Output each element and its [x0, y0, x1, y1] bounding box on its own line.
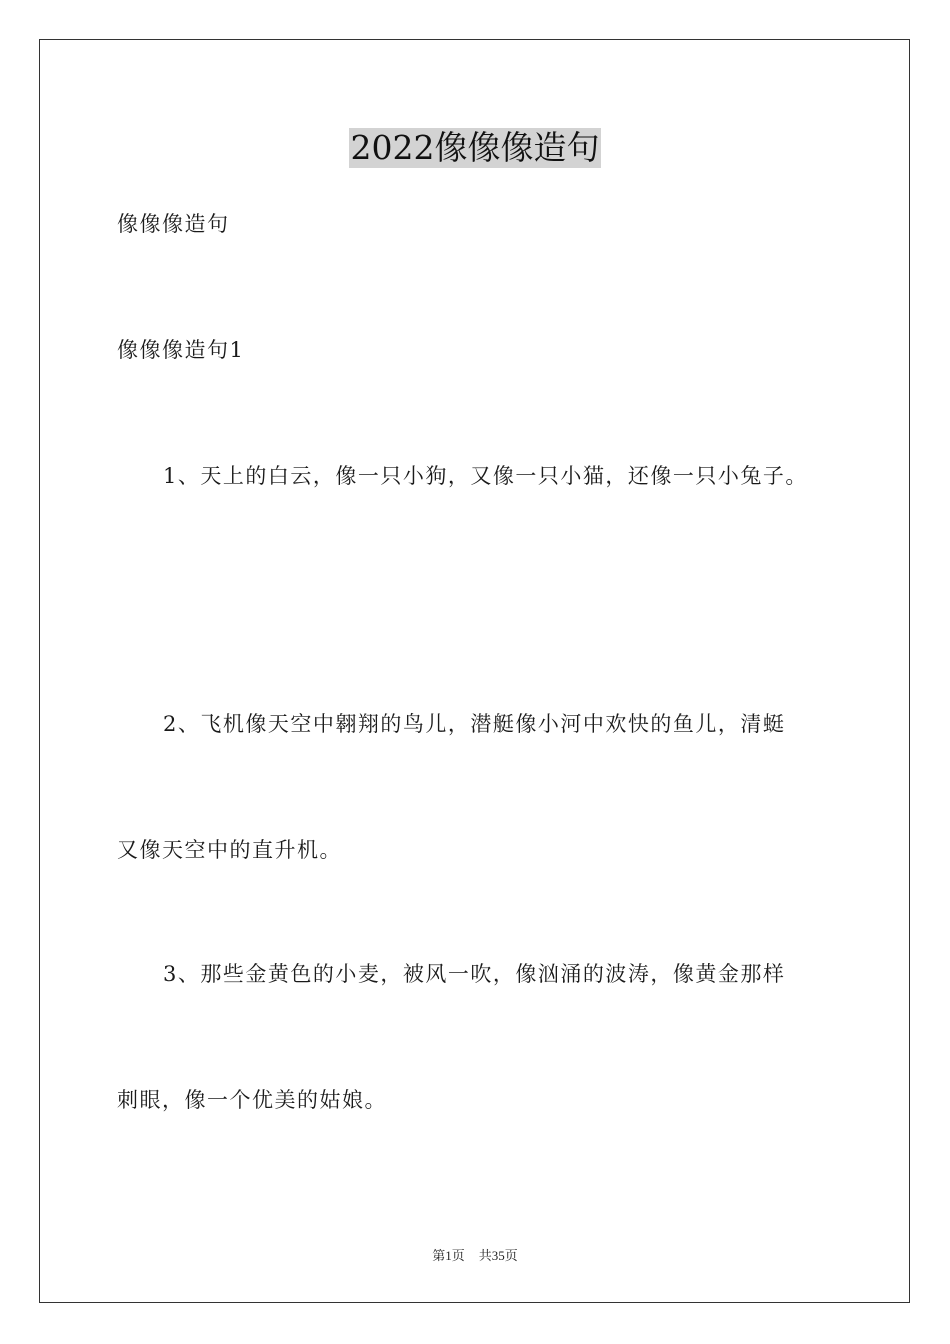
paragraph-3-line-2: 刺眼，像一个优美的姑娘。: [117, 1088, 387, 1112]
section-heading: 像像像造句1: [117, 338, 245, 362]
paragraph-3-line-1: 3、那些金黄色的小麦，被风一吹，像汹涌的波涛，像黄金那样: [163, 962, 786, 986]
paragraph-2-line-2: 又像天空中的直升机。: [117, 838, 342, 862]
page-total: 共35页: [478, 1248, 518, 1263]
page-number: 第1页: [432, 1248, 465, 1263]
page-footer: [0, 1247, 950, 1265]
paragraph-2-line-1: 2、飞机像天空中翱翔的鸟儿，潜艇像小河中欢快的鱼儿，清蜓: [163, 712, 786, 736]
document-title: 2022像像像造句: [350, 128, 600, 167]
title-container: [0, 128, 950, 168]
paragraph-1-line-1: 1、天上的白云，像一只小狗，又像一只小猫，还像一只小兔子。: [163, 464, 808, 488]
document-heading: 像像像造句: [117, 212, 230, 236]
